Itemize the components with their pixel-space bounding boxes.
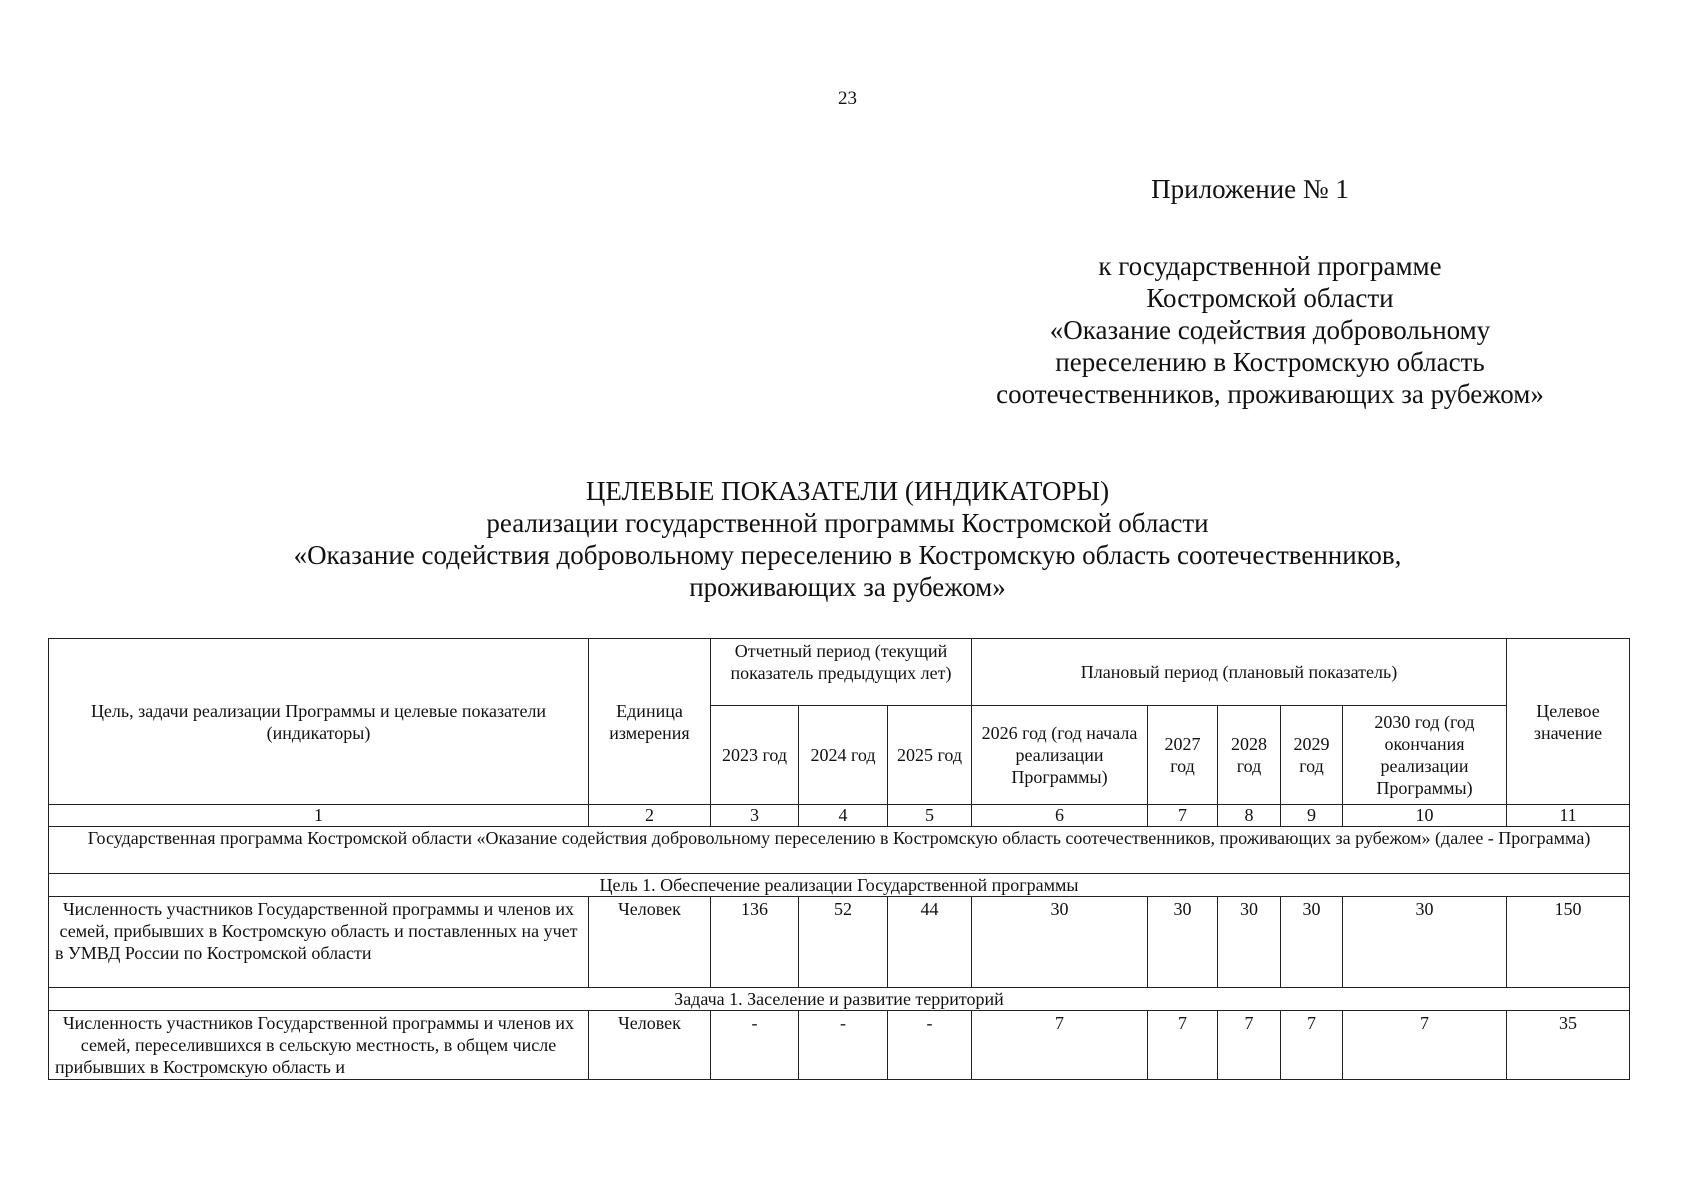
column-number: 3	[711, 805, 799, 827]
header-reporting-period: Отчетный период (текущий показатель предыдущих лет)	[711, 639, 972, 706]
value-2026: 30	[972, 897, 1148, 988]
heading-line: реализации государственной программы Костромской области	[486, 508, 1209, 538]
value-2025: -	[888, 1011, 972, 1080]
value-2028: 7	[1218, 1011, 1281, 1080]
column-number: 6	[972, 805, 1148, 827]
value-2023: 136	[711, 897, 799, 988]
header-goal-column: Цель, задачи реализации Программы и целевые показатели (индикаторы)	[49, 639, 589, 805]
heading-line: «Оказание содействия добровольному переселению в Костромскую область соотечественников,	[293, 540, 1402, 570]
column-number: 7	[1148, 805, 1218, 827]
value-2027: 30	[1148, 897, 1218, 988]
header-unit-column: Единица измерения	[589, 639, 711, 805]
indicator-unit: Человек	[589, 897, 711, 988]
value-2024: -	[799, 1011, 888, 1080]
table-row	[49, 1011, 1630, 1080]
column-number: 2	[589, 805, 711, 827]
heading-line: проживающих за рубежом»	[689, 572, 1006, 602]
appendix-line: соотечественников, проживающих за рубежом»	[996, 379, 1544, 409]
value-2030: 30	[1343, 897, 1507, 988]
value-2030: 7	[1343, 1011, 1507, 1080]
column-number: 11	[1507, 805, 1630, 827]
column-number: 4	[799, 805, 888, 827]
appendix-title: Приложение № 1	[1151, 174, 1349, 204]
value-2028: 30	[1218, 897, 1281, 988]
indicators-table	[48, 638, 1630, 1080]
header-target-column: Целевое значение	[1507, 639, 1630, 805]
appendix-line: к государственной программе	[1098, 251, 1442, 281]
column-number: 1	[49, 805, 589, 827]
header-year-2026: 2026 год (год начала реализации Программы)	[972, 706, 1148, 805]
column-number-row	[49, 805, 1630, 827]
target-value: 35	[1507, 1011, 1630, 1080]
header-planned-period: Плановый период (плановый показатель)	[972, 639, 1507, 706]
value-2024: 52	[799, 897, 888, 988]
header-year-2025: 2025 год	[888, 706, 972, 805]
value-2029: 30	[1281, 897, 1343, 988]
header-year-2024: 2024 год	[799, 706, 888, 805]
value-2029: 7	[1281, 1011, 1343, 1080]
header-year-2023: 2023 год	[711, 706, 799, 805]
appendix-subtitle	[935, 250, 1605, 410]
column-number: 10	[1343, 805, 1507, 827]
task-row: Задача 1. Заселение и развитие территорий	[49, 988, 1630, 1011]
header-year-2027: 2027 год	[1148, 706, 1218, 805]
value-2023: -	[711, 1011, 799, 1080]
column-number: 8	[1218, 805, 1281, 827]
column-number: 9	[1281, 805, 1343, 827]
indicator-unit: Человек	[589, 1011, 711, 1080]
value-2025: 44	[888, 897, 972, 988]
header-year-2028: 2028 год	[1218, 706, 1281, 805]
appendix-line: «Оказание содействия добровольному	[1049, 315, 1491, 345]
table-row	[49, 897, 1630, 988]
column-number: 5	[888, 805, 972, 827]
indicator-name: Численность участников Государственной программы и членов их семей, переселившихся в сельскую местность, в общем числе прибывших в Костромскую область и	[49, 1011, 589, 1080]
header-year-2029: 2029 год	[1281, 706, 1343, 805]
heading-title: ЦЕЛЕВЫЕ ПОКАЗАТЕЛИ (ИНДИКАТОРЫ)	[585, 476, 1110, 506]
value-2026: 7	[972, 1011, 1148, 1080]
document-heading	[0, 475, 1695, 603]
goal-row: Цель 1. Обеспечение реализации Государственной программы	[49, 874, 1630, 897]
target-value: 150	[1507, 897, 1630, 988]
header-year-2030: 2030 год (год окончания реализации Программы)	[1343, 706, 1507, 805]
page-number: 23	[838, 88, 857, 109]
value-2027: 7	[1148, 1011, 1218, 1080]
appendix-line: Костромской области	[1146, 283, 1394, 313]
indicator-name: Численность участников Государственной программы и членов их семей, прибывших в Костромскую область и поставленных на учет в УМВД России по Костромской области	[49, 897, 589, 988]
program-row: Государственная программа Костромской области «Оказание содействия добровольному переселению в Костромскую область соотечественников, проживающих за рубежом» (далее - Программа)	[49, 827, 1630, 874]
appendix-line: переселению в Костромскую область	[1055, 347, 1485, 377]
